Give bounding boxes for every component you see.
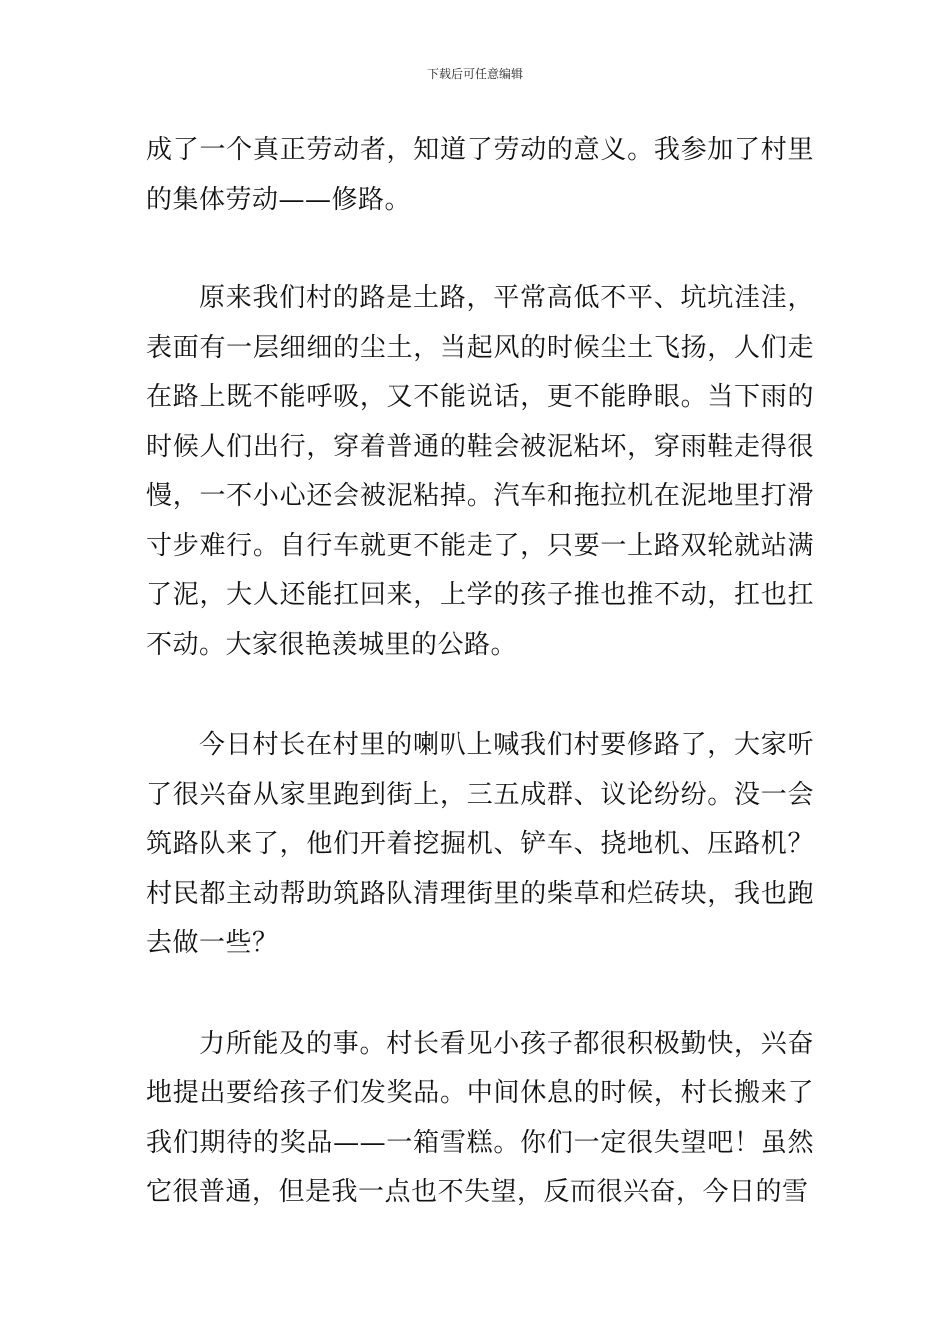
document-body [146, 126, 814, 1218]
paragraph-4: 力所能及的事。村长看见小孩子都很积极勤快，兴奋地提出要给孩子们发奖品。中间休息的时候，村长搬来了我们期待的奖品——一箱雪糕。你们一定很失望吧！虽然它很普通，但是我一点也不失望，反而很兴奋，今日的雪 [146, 1028, 814, 1207]
paragraph-2: 原来我们村的路是土路，平常高低不平、坑坑洼洼，表面有一层细细的尘土，当起风的时候尘土飞扬，人们走在路上既不能呼吸，又不能说话，更不能睁眼。当下雨的时候人们出行，穿着普通的鞋会被泥粘坏，穿雨鞋走得很慢，一不小心还会被泥粘掉。汽车和拖拉机在泥地里打滑寸步难行。自行车就更不能走了，只要一上路双轮就站满了泥，大人还能扛回来，上学的孩子推也推不动，扛也扛不动。大家很艳羡城里的公路。 [146, 283, 814, 660]
page-header-note: 下载后可任意编辑 [426, 67, 523, 81]
paragraph-3: 今日村长在村里的喇叭上喊我们村要修路了，大家听了很兴奋从家里跑到街上，三五成群、议论纷纷。没一会筑路队来了，他们开着挖掘机、铲车、挠地机、压路机？村民都主动帮助筑路队清理街里的柴草和烂砖块，我也跑去做一些？ [146, 730, 814, 958]
paragraph-1: 成了一个真正劳动者，知道了劳动的意义。我参加了村里的集体劳动——修路。 [146, 135, 814, 215]
